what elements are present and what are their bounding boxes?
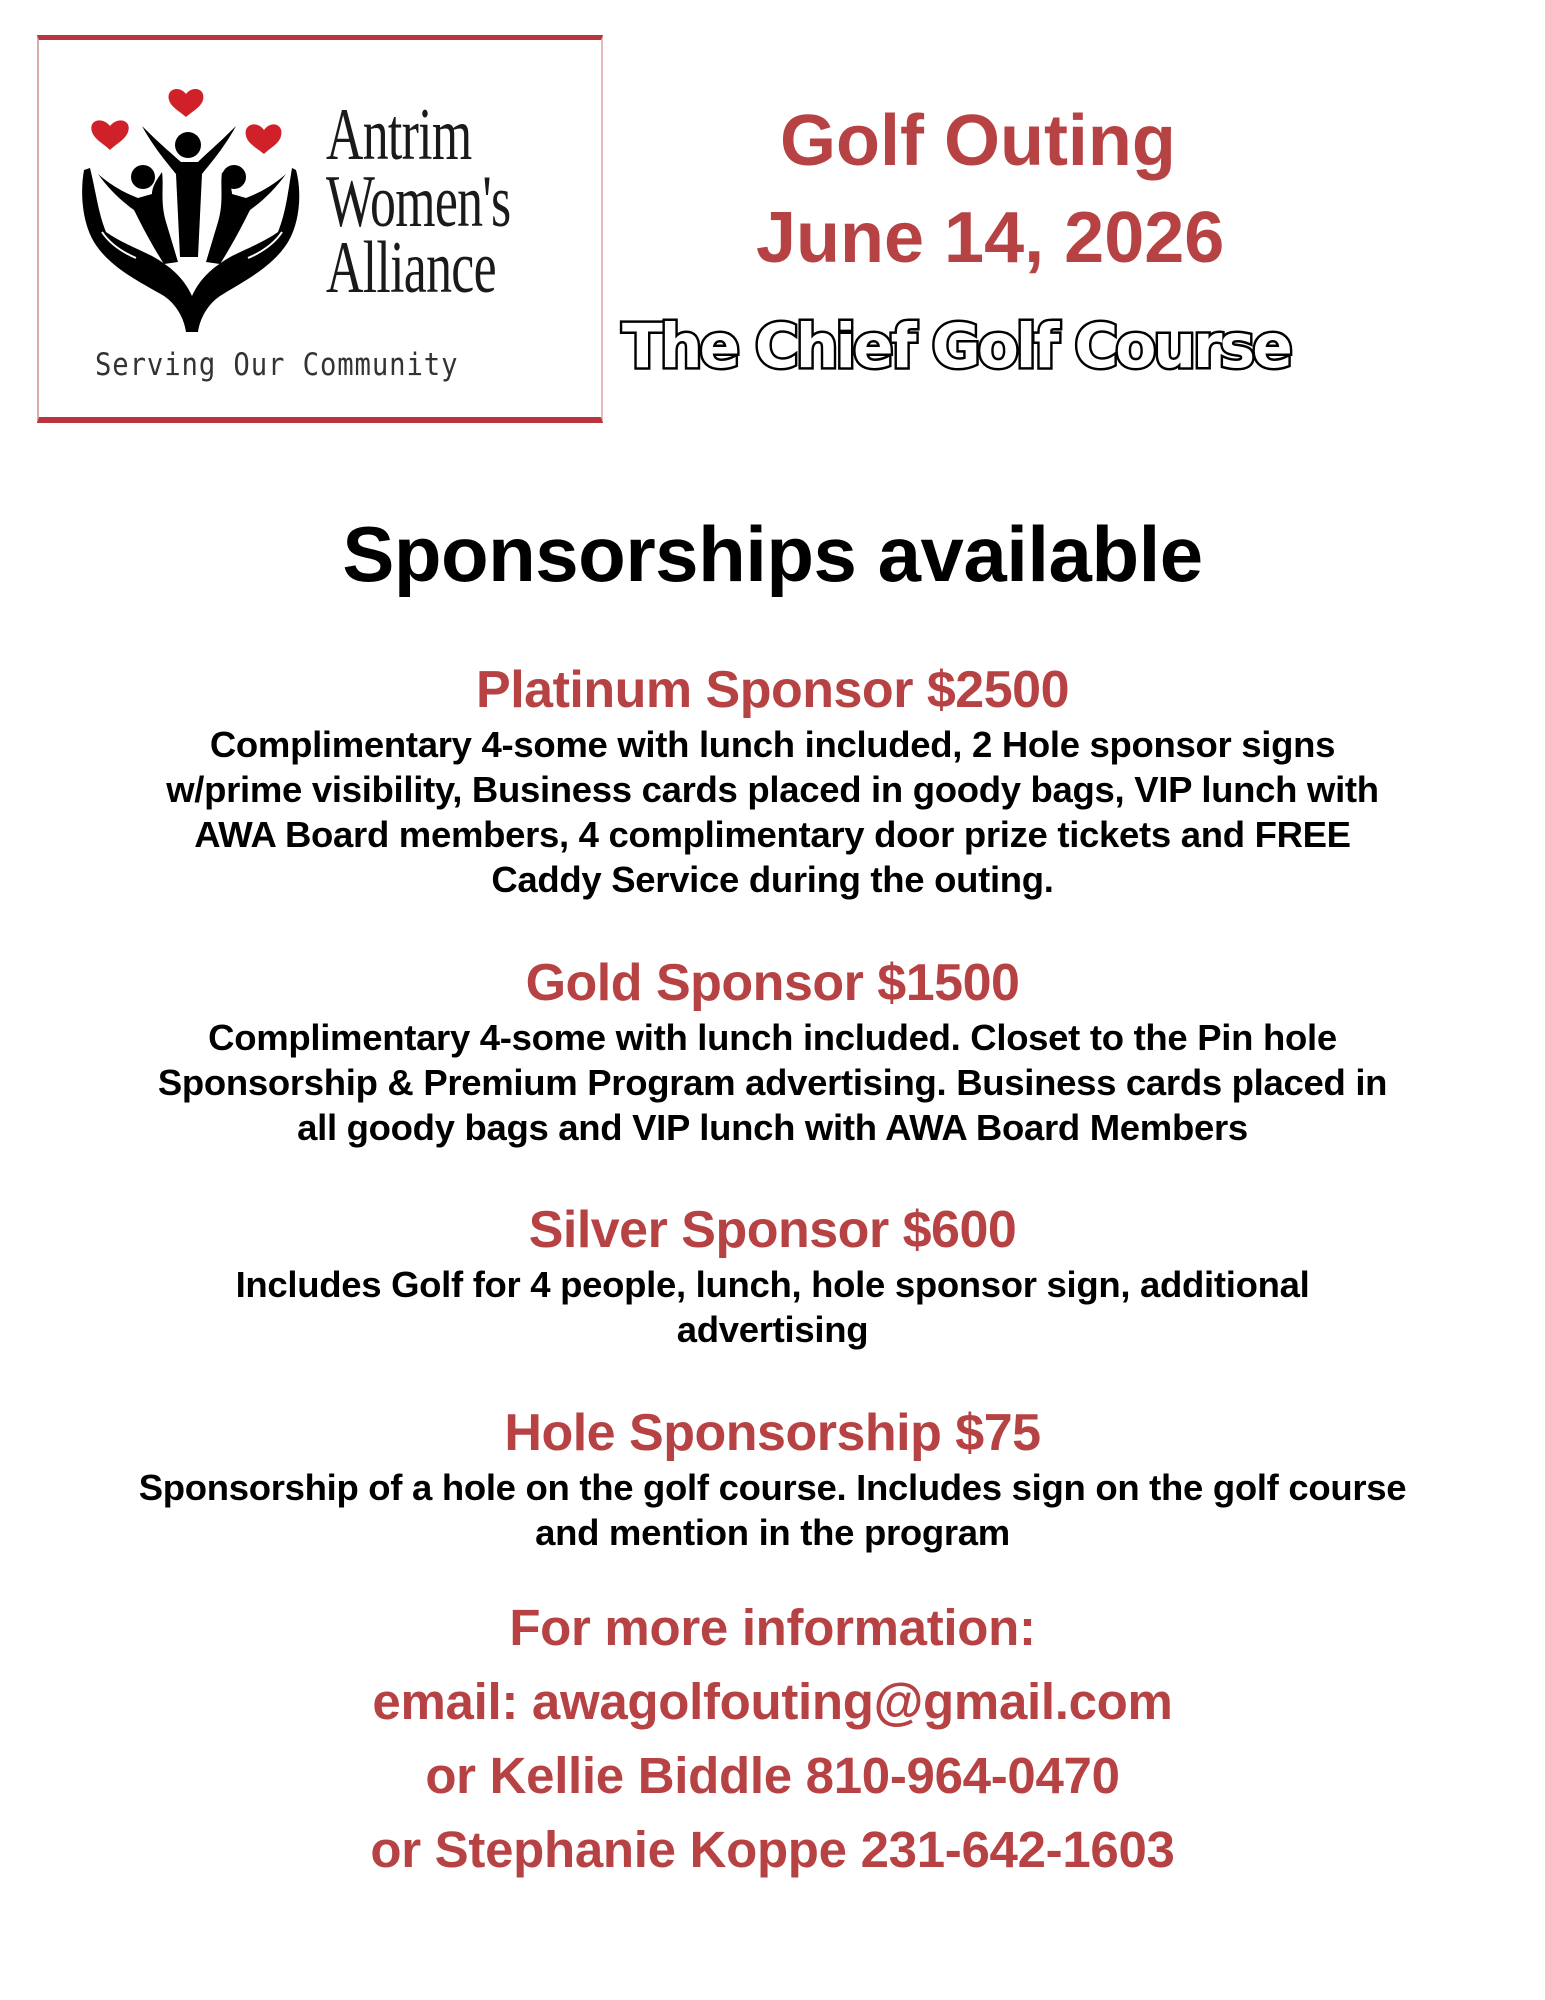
event-venue: The Chief Golf Course: [622, 311, 1290, 382]
tier-hole-title: Hole Sponsorship $75: [504, 1404, 1041, 1462]
tier-platinum-description: [0, 722, 1545, 902]
logo-name-line-2: Women's: [326, 161, 511, 243]
tier-silver-title: Silver Sponsor $600: [528, 1201, 1017, 1259]
contact-section: [0, 1591, 1545, 1887]
contact-phone-stephanie[interactable]: or Stephanie Koppe 231-642-1603: [370, 1821, 1175, 1878]
description-line: w/prime visibility, Business cards placed in goody bags, VIP lunch with: [166, 769, 1379, 810]
description-line: Complimentary 4-some with lunch included. Closet to the Pin hole: [208, 1017, 1337, 1058]
description-line: Sponsorship & Premium Program advertising. Business cards placed in: [157, 1062, 1388, 1103]
description-line: and mention in the program: [535, 1512, 1010, 1553]
hands-holding-people-hearts-icon: [80, 82, 304, 334]
description-line: Sponsorship of a hole on the golf course. Includes sign on the golf course: [138, 1467, 1407, 1508]
description-line: Complimentary 4-some with lunch included, 2 Hole sponsor signs: [209, 724, 1336, 765]
description-line: Caddy Service during the outing.: [491, 859, 1054, 900]
description-line: advertising: [676, 1309, 869, 1350]
description-line: all goody bags and VIP lunch with AWA Board Members: [297, 1107, 1248, 1148]
tier-gold-description: [0, 1015, 1545, 1150]
contact-phone-kellie[interactable]: or Kellie Biddle 810-964-0470: [425, 1747, 1120, 1804]
contact-email[interactable]: email: awagolfouting@gmail.com: [372, 1673, 1173, 1730]
tier-platinum-title: Platinum Sponsor $2500: [476, 661, 1069, 719]
logo-name-line-1: Antrim: [326, 94, 472, 176]
tier-gold-title: Gold Sponsor $1500: [525, 954, 1020, 1012]
sponsorships-heading: Sponsorships available: [342, 510, 1203, 598]
event-date: June 14, 2026: [756, 198, 1225, 278]
description-line: Includes Golf for 4 people, lunch, hole sponsor sign, additional: [235, 1264, 1310, 1305]
description-line: AWA Board members, 4 complimentary door prize tickets and FREE: [194, 814, 1351, 855]
contact-heading: For more information:: [509, 1599, 1036, 1656]
logo-tagline: Serving Our Community: [95, 347, 459, 383]
tier-hole-description: [0, 1465, 1545, 1555]
logo-name-line-3: Alliance: [326, 227, 496, 309]
tier-silver-description: [0, 1262, 1545, 1352]
event-title: Golf Outing: [780, 101, 1176, 181]
